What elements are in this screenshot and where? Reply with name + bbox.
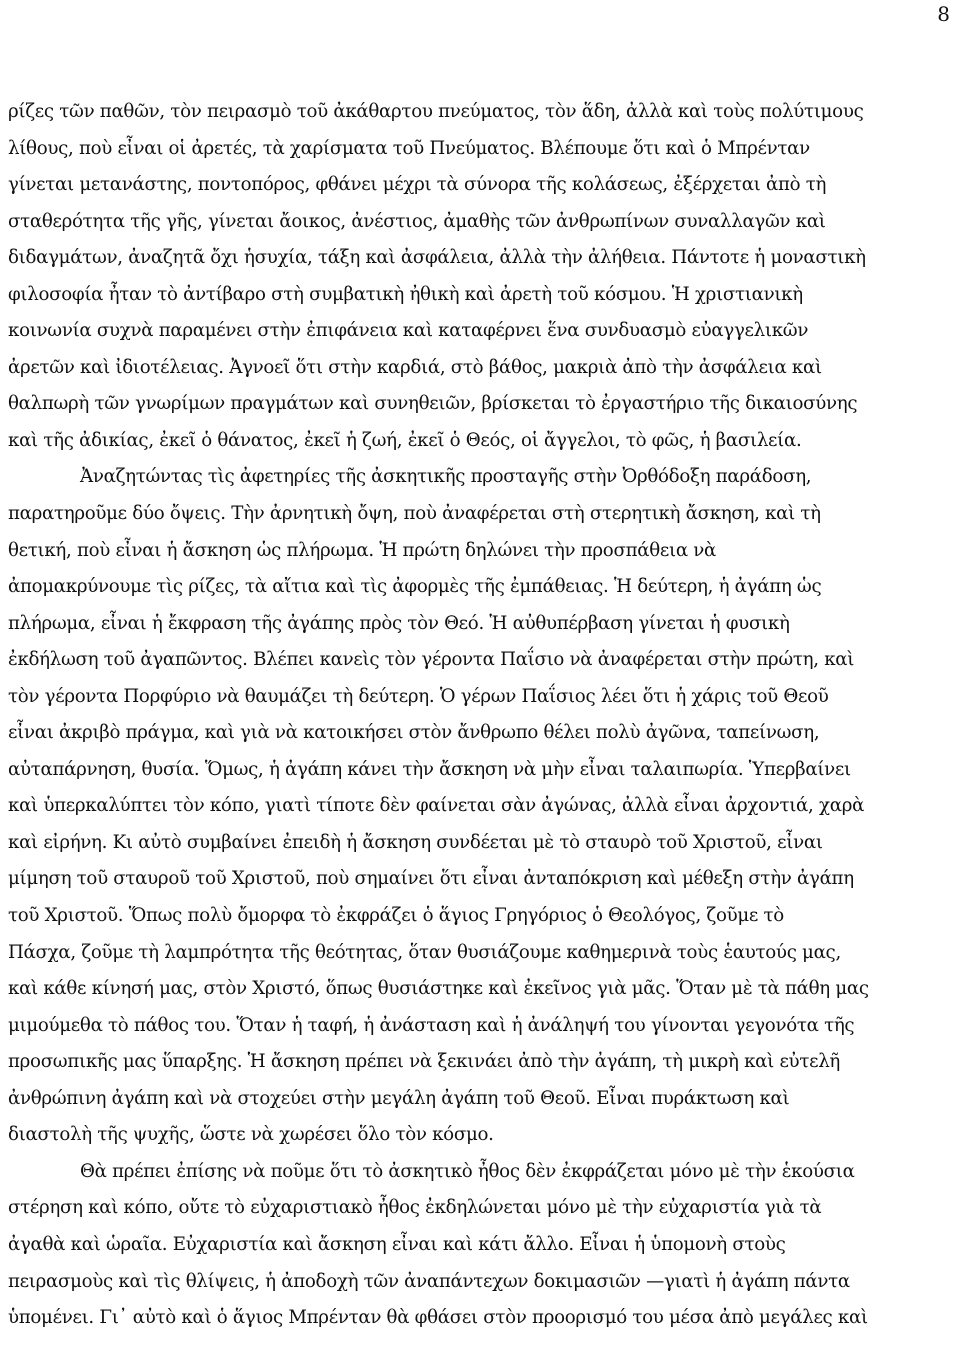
text-line: πειρασμοὺς καὶ τὶς θλίψεις, ἡ ἀποδοχὴ τῶν ἀναπάντεχων δοκιμασιῶν —γιατὶ ἡ ἀγάπη πάντα [8, 1270, 850, 1292]
text-line: γίνεται μετανάστης, ποντοπόρος, φθάνει μέχρι τὰ σύνορα τῆς κολάσεως, ἐξέρχεται ἀπὸ τὴ [8, 174, 827, 196]
body-text [8, 94, 953, 1337]
text-line: λίθους, ποὺ εἶναι οἱ ἀρετές, τὰ χαρίσματα τοῦ Πνεύματος. Βλέπουμε ὅτι καὶ ὁ Μπρένταν [8, 137, 810, 159]
text-line: καὶ κάθε κίνησή μας, στὸν Χριστό, ὅπως θυσιάστηκε καὶ ἐκεῖνος γιὰ μᾶς. Ὅταν μὲ τὰ πάθη μας [8, 978, 869, 1000]
text-line: θετική, ποὺ εἶναι ἡ ἄσκηση ὡς πλήρωμα. Ἡ πρώτη δηλώνει τὴν προσπάθεια νὰ [8, 539, 717, 561]
text-line: διαστολὴ τῆς ψυχῆς, ὥστε νὰ χωρέσει ὅλο τὸν κόσμο. [8, 1124, 494, 1146]
text-line: στέρηση καὶ κόπο, οὔτε τὸ εὐχαριστιακὸ ἦθος ἐκδηλώνεται μόνο μὲ τὴν εὐχαριστία γιὰ τὰ [8, 1197, 822, 1219]
text-line: ἀρετῶν καὶ ἰδιοτέλειας. Ἀγνοεῖ ὅτι στὴν καρδιά, στὸ βάθος, μακριὰ ἀπὸ τὴν ἀσφάλεια καὶ [8, 356, 822, 378]
text-line: ὑπομένει. Γι᾽ αὐτὸ καὶ ὁ ἅγιος Μπρένταν θὰ φθάσει στὸν προορισμό του μέσα ἀπὸ μεγάλες καὶ [8, 1307, 868, 1329]
text-line: καὶ ὑπερκαλύπτει τὸν κόπο, γιατὶ τίποτε δὲν φαίνεται σὰν ἀγώνας, ἀλλὰ εἶναι ἀρχοντιά, χαρὰ [8, 795, 865, 817]
text-line: Πάσχα, ζοῦμε τὴ λαμπρότητα τῆς θεότητας, ὅταν θυσιάζουμε καθημερινὰ τοὺς ἑαυτούς μας, [8, 941, 841, 963]
text-line: ἀνθρώπινη ἀγάπη καὶ νὰ στοχεύει στὴν μεγάλη ἀγάπη τοῦ Θεοῦ. Εἶναι πυράκτωση καὶ [8, 1087, 790, 1109]
text-line: τοῦ Χριστοῦ. Ὅπως πολὺ ὄμορφα τὸ ἐκφράζει ὁ ἅγιος Γρηγόριος ὁ Θεολόγος, ζοῦμε τὸ [8, 905, 784, 927]
text-line: Ἀναζητώντας τὶς ἀφετηρίες τῆς ἀσκητικῆς προσταγῆς στὴν Ὀρθόδοξη παράδοση, [80, 466, 812, 488]
text-line: ἀγαθὰ καὶ ὡραῖα. Εὐχαριστία καὶ ἄσκηση εἶναι καὶ κάτι ἄλλο. Εἶναι ἡ ὑπομονὴ στοὺς [8, 1233, 786, 1255]
text-line: πλήρωμα, εἶναι ἡ ἔκφραση τῆς ἀγάπης πρὸς τὸν Θεό. Ἡ αὐθυπέρβαση γίνεται ἡ φυσικὴ [8, 612, 790, 634]
text-line: καὶ εἰρήνη. Κι αὐτὸ συμβαίνει ἐπειδὴ ἡ ἄσκηση συνδέεται μὲ τὸ σταυρὸ τοῦ Χριστοῦ, εἶναι [8, 831, 823, 853]
text-line: Θὰ πρέπει ἐπίσης νὰ ποῦμε ὅτι τὸ ἀσκητικὸ ἦθος δὲν ἐκφράζεται μόνο μὲ τὴν ἑκούσια [80, 1160, 855, 1182]
text-line: ρίζες τῶν παθῶν, τὸν πειρασμὸ τοῦ ἀκάθαρτου πνεύματος, τὸν ἅδη, ἀλλὰ καὶ τοὺς πολύτιμους [8, 101, 864, 122]
text-line: διδαγμάτων, ἀναζητᾶ ὄχι ἡσυχία, τάξη καὶ ἀσφάλεια, ἀλλὰ τὴν ἀλήθεια. Πάντοτε ἡ μοναστικὴ [8, 247, 866, 269]
text-line: εἶναι ἀκριβὸ πράγμα, καὶ γιὰ νὰ κατοικήσει στὸν ἄνθρωπο θέλει πολὺ ἀγῶνα, ταπείνωση, [8, 722, 820, 744]
text-line: μίμηση τοῦ σταυροῦ τοῦ Χριστοῦ, ποὺ σημαίνει ὅτι εἶναι ἀνταπόκριση καὶ μέθεξη στὴν ἀγάπη [8, 868, 854, 890]
text-line: ἀπομακρύνουμε τὶς ρίζες, τὰ αἴτια καὶ τὶς ἀφορμὲς τῆς ἐμπάθειας. Ἡ δεύτερη, ἡ ἀγάπη ὡς [8, 576, 822, 598]
text-line: σταθερότητα τῆς γῆς, γίνεται ἄοικος, ἀνέστιος, ἀμαθὴς τῶν ἀνθρωπίνων συναλλαγῶν καὶ [8, 210, 826, 232]
text-line: θαλπωρὴ τῶν γνωρίμων πραγμάτων καὶ συνηθειῶν, βρίσκεται τὸ ἐργαστήριο τῆς δικαιοσύνης [8, 393, 858, 415]
text-line: ἐκδήλωση τοῦ ἀγαπῶντος. Βλέπει κανεὶς τὸν γέροντα Παΐσιο νὰ ἀναφέρεται στὴν πρώτη, καὶ [8, 649, 855, 671]
text-line: τὸν γέροντα Πορφύριο νὰ θαυμάζει τὴ δεύτερη. Ὁ γέρων Παΐσιος λέει ὅτι ἡ χάρις τοῦ Θεοῦ [8, 685, 829, 707]
text-line: μιμούμεθα τὸ πάθος του. Ὅταν ἡ ταφή, ἡ ἀνάσταση καὶ ἡ ἀνάληψή του γίνονται γεγονότα τῆς [8, 1014, 855, 1036]
page-number: 8 [937, 2, 950, 26]
text-line: κοινωνία συχνὰ παραμένει στὴν ἐπιφάνεια καὶ καταφέρνει ἕνα συνδυασμὸ εὐαγγελικῶν [8, 320, 809, 342]
text-line: αὐταπάρνηση, θυσία. Ὅμως, ἡ ἀγάπη κάνει τὴν ἄσκηση νὰ μὴν εἶναι ταλαιπωρία. Ὑπερβαίνει [8, 758, 851, 780]
text-line: φιλοσοφία ἦταν τὸ ἀντίβαρο στὴ συμβατικὴ ἠθικὴ καὶ ἀρετὴ τοῦ κόσμου. Ἡ χριστιανικὴ [8, 283, 803, 305]
text-line: προσωπικῆς μας ὕπαρξης. Ἡ ἄσκηση πρέπει νὰ ξεκινάει ἀπὸ τὴν ἀγάπη, τὴ μικρὴ καὶ εὐτελῆ [8, 1051, 841, 1073]
text-line: παρατηροῦμε δύο ὄψεις. Τὴν ἀρνητικὴ ὄψη, ποὺ ἀναφέρεται στὴ στερητικὴ ἄσκηση, καὶ τὴ [8, 503, 821, 525]
text-line: καὶ τῆς ἀδικίας, ἐκεῖ ὁ θάνατος, ἐκεῖ ἡ ζωή, ἐκεῖ ὁ Θεός, οἱ ἄγγελοι, τὸ φῶς, ἡ βασιλεία. [8, 429, 802, 451]
